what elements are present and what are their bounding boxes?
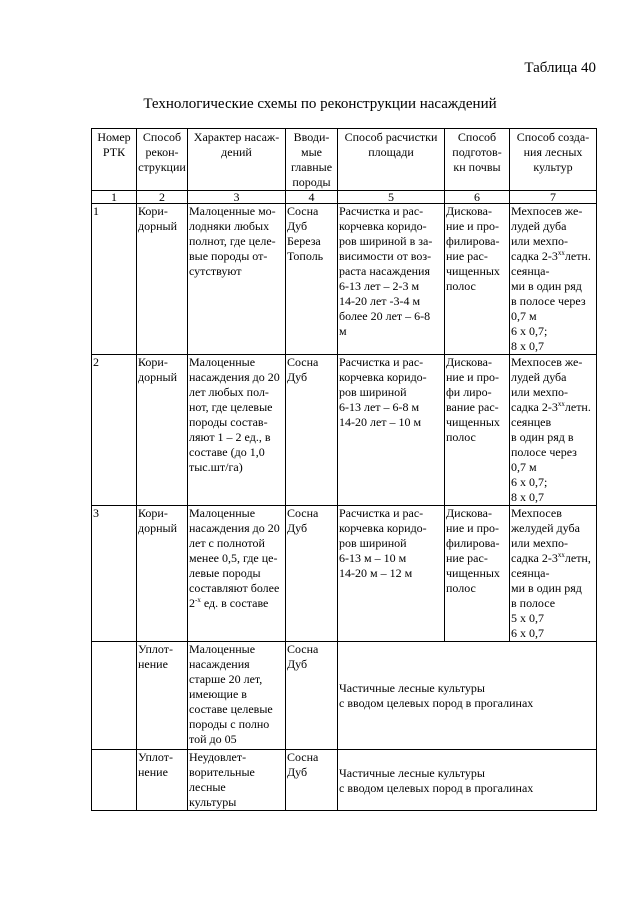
main-species-cell: Сосна Дуб (286, 355, 338, 506)
reconstruction-method-cell: Кори- дорный (137, 204, 188, 355)
col-header-reconstruction-method: Способ рекон- струкции (137, 129, 188, 191)
col-number: 3 (188, 191, 286, 204)
clearing-method-cell: Расчистка и рас- корчевка коридо- ров шириной 6-13 лет – 6-8 м 14-20 лет – 10 м (338, 355, 445, 506)
merged-culture-cell: Частичные лесные культуры с вводом целевых пород в прогалинах (338, 750, 597, 811)
col-number: 1 (92, 191, 137, 204)
main-species-cell: Сосна Дуб Береза Тополь (286, 204, 338, 355)
soil-preparation-cell: Дискова- ние и про- филирова- ние рас- чищенных полос (445, 506, 510, 642)
table-row (92, 506, 597, 642)
clearing-method-cell: Расчистка и рас- корчевка коридо- ров шириной 6-13 м – 10 м 14-20 м – 12 м (338, 506, 445, 642)
stand-character-cell: Неудовлет- ворительные лесные культуры (188, 750, 286, 811)
rtk-number-cell: 2 (92, 355, 137, 506)
rtk-number-cell (92, 750, 137, 811)
col-number: 2 (137, 191, 188, 204)
stand-character-cell: Малоценные насаждения старше 20 лет, имеющие в составе целевые породы с полно той до 05 (188, 642, 286, 750)
rtk-number-cell: 1 (92, 204, 137, 355)
col-header-stand-character: Характер насаж- дений (188, 129, 286, 191)
culture-creation-cell: Мехпосев же- лудей дуба или мехпо- садка $2-3^{хх}летн$. сеянцев в один ряд в полосе через 0,7 м 6 х 0,7; 8 х 0,7 (510, 355, 597, 506)
clearing-method-cell: Расчистка и рас- корчевка коридо- ров шириной в за- висимости от воз- раста насаждения 6-13 лет – 2-3 м 14-20 лет -3-4 м более 20 лет – 6-8 м (338, 204, 445, 355)
col-number: 5 (338, 191, 445, 204)
document-title: Технологические схемы по реконструкции насаждений (143, 96, 497, 112)
stand-character-cell: Малоценные насаждения до 20 лет с полнотой менее 0,5, где це- левые породы составляют более $2^{-х}$ ед. в составе (188, 506, 286, 642)
soil-preparation-cell: Дискова- ние и про- фи лиро- вание рас- чищенных полос (445, 355, 510, 506)
col-header-clearing-method: Способ расчистки площади (338, 129, 445, 191)
table-row (92, 204, 597, 355)
table-row (92, 750, 597, 811)
main-species-cell: Сосна Дуб (286, 642, 338, 750)
main-species-cell: Сосна Дуб (286, 750, 338, 811)
reconstruction-method-cell: Кори- дорный (137, 355, 188, 506)
soil-preparation-cell: Дискова- ние и про- филирова- ние рас- чищенных полос (445, 204, 510, 355)
col-number: 6 (445, 191, 510, 204)
col-header-soil-preparation: Способ подготов- кн почвы (445, 129, 510, 191)
table-number-label: Таблица 40 (524, 60, 596, 76)
main-species-cell: Сосна Дуб (286, 506, 338, 642)
column-numbers-row (92, 191, 597, 204)
col-header-main-species: Вводи- мые главные породы (286, 129, 338, 191)
reconstruction-method-cell: Кори- дорный (137, 506, 188, 642)
col-number: 4 (286, 191, 338, 204)
merged-culture-cell: Частичные лесные культуры с вводом целевых пород в прогалинах (338, 642, 597, 750)
header-row (92, 129, 597, 191)
culture-creation-cell: Мехпосев же- лудей дуба или мехпо- садка $2-3^{хх}летн$. сеянца- ми в один ряд в полосе через 0,7 м 6 х 0,7; 8 х 0,7 (510, 204, 597, 355)
col-header-rtk-number: Номер РТК (92, 129, 137, 191)
rtk-number-cell: 3 (92, 506, 137, 642)
table-row (92, 642, 597, 750)
col-header-culture-creation: Способ созда- ния лесных культур (510, 129, 597, 191)
culture-creation-cell: Мехпосев желудей дуба или мехпо- садка $2-3^{хх}летн$, сеянца- ми в один ряд в полосе 5 х 0,7 6 х 0,7 (510, 506, 597, 642)
reconstruction-method-cell: Уплот- нение (137, 750, 188, 811)
reconstruction-schemes-table (91, 128, 597, 811)
stand-character-cell: Малоценные мо- лодняки любых полнот, где целе- вые породы от- сутствуют (188, 204, 286, 355)
stand-character-cell: Малоценные насаждения до 20 лет любых пол- нот, где целевые породы состав- ляют 1 – 2 ед., в составе (до 1,0 тыс.шт/га) (188, 355, 286, 506)
rtk-number-cell (92, 642, 137, 750)
col-number: 7 (510, 191, 597, 204)
reconstruction-method-cell: Уплот- нение (137, 642, 188, 750)
table-row (92, 355, 597, 506)
